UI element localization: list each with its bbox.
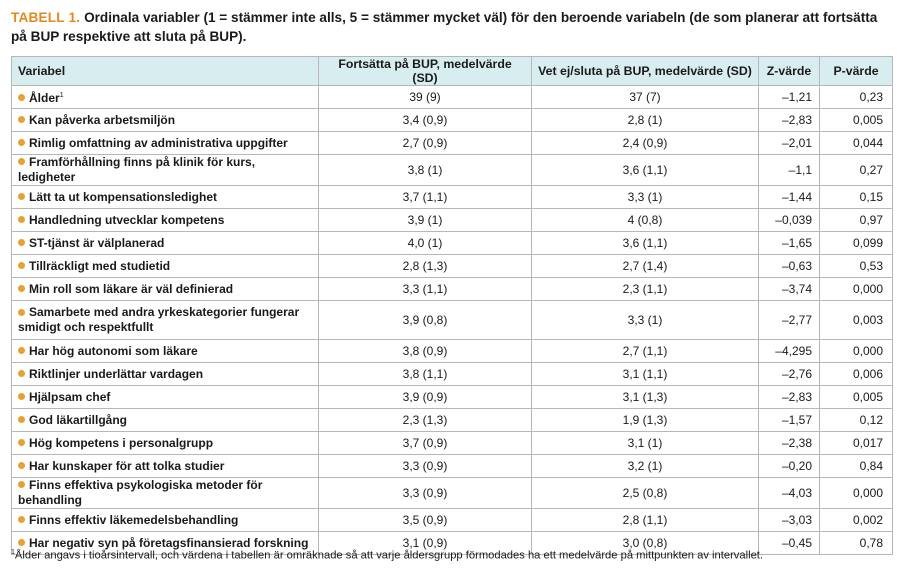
table-caption bbox=[11, 8, 891, 46]
cell-sluta: 2,5 (0,8) bbox=[532, 478, 759, 509]
footnote-text: Ålder angavs i tioårsintervall, och värdena i tabellen är omräknade så att varje åldersgrupp förmodades ha ett medelvärde på mittpunkten av intervallet. bbox=[14, 549, 764, 562]
cell-variable bbox=[12, 132, 319, 155]
caption-text: Ordinala variabler (1 = stämmer inte alls, 5 = stämmer mycket väl) för den beroende variabeln (de som planerar att fortsätta på BUP respektive att sluta på BUP). bbox=[11, 10, 878, 44]
cell-p-value: 0,005 bbox=[820, 386, 893, 409]
cell-p-value: 0,000 bbox=[820, 340, 893, 363]
cell-z-value: –2,83 bbox=[759, 386, 820, 409]
bullet-dot-icon bbox=[18, 158, 25, 165]
cell-fortsatta: 3,9 (0,9) bbox=[319, 386, 532, 409]
cell-variable bbox=[12, 340, 319, 363]
cell-p-value: 0,97 bbox=[820, 209, 893, 232]
variable-label: Tillräckligt med studietid bbox=[29, 258, 171, 273]
cell-fortsatta: 2,3 (1,3) bbox=[319, 409, 532, 432]
cell-fortsatta: 4,0 (1) bbox=[319, 232, 532, 255]
cell-fortsatta: 2,7 (0,9) bbox=[319, 132, 532, 155]
cell-sluta: 2,8 (1,1) bbox=[532, 509, 759, 532]
cell-z-value: –1,57 bbox=[759, 409, 820, 432]
cell-z-value: –3,03 bbox=[759, 509, 820, 532]
table-row bbox=[12, 478, 893, 509]
variable-label: ST-tjänst är välplanerad bbox=[29, 235, 165, 250]
cell-sluta: 3,1 (1) bbox=[532, 432, 759, 455]
cell-sluta: 1,9 (1,3) bbox=[532, 409, 759, 432]
variable-label: Kan påverka arbetsmiljön bbox=[29, 112, 176, 127]
cell-z-value: –2,83 bbox=[759, 109, 820, 132]
cell-z-value: –2,77 bbox=[759, 301, 820, 340]
table-row bbox=[12, 386, 893, 409]
variable-label: Riktlinjer underlättar vardagen bbox=[29, 366, 204, 381]
table-row bbox=[12, 232, 893, 255]
table-row bbox=[12, 255, 893, 278]
variable-label: Har negativ syn på företagsfinansierad forskning bbox=[29, 535, 309, 550]
variable-label: Min roll som läkare är väl definierad bbox=[29, 281, 234, 296]
cell-sluta: 2,7 (1,4) bbox=[532, 255, 759, 278]
variable-label: Hjälpsam chef bbox=[29, 389, 111, 404]
bullet-dot-icon bbox=[18, 439, 25, 446]
cell-variable bbox=[12, 409, 319, 432]
header-fortsatta: Fortsätta på BUP, medelvärde (SD) bbox=[319, 57, 532, 86]
cell-sluta: 2,8 (1) bbox=[532, 109, 759, 132]
cell-z-value: –1,21 bbox=[759, 86, 820, 109]
cell-variable bbox=[12, 278, 319, 301]
cell-variable bbox=[12, 186, 319, 209]
cell-z-value: –2,01 bbox=[759, 132, 820, 155]
bullet-dot-icon bbox=[18, 309, 25, 316]
cell-variable bbox=[12, 209, 319, 232]
cell-fortsatta: 3,8 (1) bbox=[319, 155, 532, 186]
bullet-dot-icon bbox=[18, 193, 25, 200]
cell-variable bbox=[12, 363, 319, 386]
cell-variable bbox=[12, 86, 319, 109]
cell-variable bbox=[12, 301, 319, 340]
cell-z-value: –1,1 bbox=[759, 155, 820, 186]
cell-fortsatta: 3,9 (0,8) bbox=[319, 301, 532, 340]
cell-fortsatta: 3,5 (0,9) bbox=[319, 509, 532, 532]
table-row bbox=[12, 186, 893, 209]
cell-fortsatta: 3,3 (0,9) bbox=[319, 455, 532, 478]
variable-label: Handledning utvecklar kompetens bbox=[29, 212, 225, 227]
cell-variable bbox=[12, 109, 319, 132]
cell-fortsatta: 2,8 (1,3) bbox=[319, 255, 532, 278]
cell-variable bbox=[12, 478, 319, 509]
cell-fortsatta: 3,7 (1,1) bbox=[319, 186, 532, 209]
bullet-dot-icon bbox=[18, 285, 25, 292]
cell-fortsatta: 3,3 (1,1) bbox=[319, 278, 532, 301]
variable-label: God läkartillgång bbox=[29, 412, 128, 427]
table-row bbox=[12, 278, 893, 301]
cell-sluta: 2,4 (0,9) bbox=[532, 132, 759, 155]
table-row bbox=[12, 301, 893, 340]
variable-label: Har hög autonomi som läkare bbox=[29, 343, 198, 358]
cell-p-value: 0,017 bbox=[820, 432, 893, 455]
cell-z-value: –2,38 bbox=[759, 432, 820, 455]
variable-label: Hög kompetens i personalgrupp bbox=[29, 435, 214, 450]
bullet-dot-icon bbox=[18, 139, 25, 146]
cell-p-value: 0,000 bbox=[820, 478, 893, 509]
cell-variable bbox=[12, 386, 319, 409]
bullet-dot-icon bbox=[18, 393, 25, 400]
cell-z-value: –4,295 bbox=[759, 340, 820, 363]
cell-variable bbox=[12, 155, 319, 186]
cell-variable bbox=[12, 232, 319, 255]
bullet-dot-icon bbox=[18, 94, 25, 101]
cell-sluta: 3,0 (0,8) bbox=[532, 532, 759, 555]
cell-sluta: 3,3 (1) bbox=[532, 186, 759, 209]
bullet-dot-icon bbox=[18, 481, 25, 488]
variable-label: Finns effektiv läkemedelsbehandling bbox=[29, 512, 239, 527]
cell-sluta: 3,6 (1,1) bbox=[532, 232, 759, 255]
variable-label: Framförhållning finns på klinik för kurs, ledigheter bbox=[18, 155, 256, 184]
cell-p-value: 0,23 bbox=[820, 86, 893, 109]
cell-z-value: –1,65 bbox=[759, 232, 820, 255]
cell-p-value: 0,84 bbox=[820, 455, 893, 478]
bullet-dot-icon bbox=[18, 239, 25, 246]
cell-variable bbox=[12, 432, 319, 455]
cell-fortsatta: 3,8 (1,1) bbox=[319, 363, 532, 386]
cell-variable bbox=[12, 509, 319, 532]
bullet-dot-icon bbox=[18, 416, 25, 423]
cell-sluta: 3,2 (1) bbox=[532, 455, 759, 478]
cell-p-value: 0,044 bbox=[820, 132, 893, 155]
table-row bbox=[12, 363, 893, 386]
cell-z-value: –3,74 bbox=[759, 278, 820, 301]
cell-p-value: 0,78 bbox=[820, 532, 893, 555]
cell-p-value: 0,005 bbox=[820, 109, 893, 132]
cell-sluta: 3,1 (1,3) bbox=[532, 386, 759, 409]
variable-label: Rimlig omfattning av administrativa uppgifter bbox=[29, 135, 288, 150]
bullet-dot-icon bbox=[18, 262, 25, 269]
table-row bbox=[12, 86, 893, 109]
table-row bbox=[12, 340, 893, 363]
caption-label: TABELL 1. bbox=[11, 10, 81, 25]
table-header-row bbox=[12, 57, 893, 86]
variable-label: Har kunskaper för att tolka studier bbox=[29, 458, 225, 473]
cell-p-value: 0,53 bbox=[820, 255, 893, 278]
bullet-dot-icon bbox=[18, 370, 25, 377]
footnote bbox=[11, 549, 763, 562]
table-row bbox=[12, 209, 893, 232]
cell-p-value: 0,099 bbox=[820, 232, 893, 255]
cell-sluta: 3,3 (1) bbox=[532, 301, 759, 340]
bullet-dot-icon bbox=[18, 216, 25, 223]
cell-z-value: –0,20 bbox=[759, 455, 820, 478]
table-row bbox=[12, 432, 893, 455]
cell-p-value: 0,006 bbox=[820, 363, 893, 386]
footnote-ref: 1 bbox=[59, 92, 64, 99]
variable-label: Samarbete med andra yrkeskategorier fungerar smidigt och respektfullt bbox=[18, 305, 300, 334]
table-row bbox=[12, 455, 893, 478]
cell-p-value: 0,27 bbox=[820, 155, 893, 186]
bullet-dot-icon bbox=[18, 462, 25, 469]
cell-z-value: –0,039 bbox=[759, 209, 820, 232]
table-row bbox=[12, 155, 893, 186]
cell-sluta: 4 (0,8) bbox=[532, 209, 759, 232]
cell-p-value: 0,12 bbox=[820, 409, 893, 432]
variable-label: Lätt ta ut kompensationsledighet bbox=[29, 189, 218, 204]
cell-z-value: –0,45 bbox=[759, 532, 820, 555]
variable-label: Ålder bbox=[29, 91, 60, 105]
bullet-dot-icon bbox=[18, 347, 25, 354]
data-table bbox=[11, 56, 893, 555]
bullet-dot-icon bbox=[18, 116, 25, 123]
cell-fortsatta: 3,1 (0,9) bbox=[319, 532, 532, 555]
cell-fortsatta: 3,3 (0,9) bbox=[319, 478, 532, 509]
bullet-dot-icon bbox=[18, 539, 25, 546]
cell-fortsatta: 3,9 (1) bbox=[319, 209, 532, 232]
table-row bbox=[12, 409, 893, 432]
cell-variable bbox=[12, 255, 319, 278]
cell-p-value: 0,15 bbox=[820, 186, 893, 209]
cell-fortsatta: 3,7 (0,9) bbox=[319, 432, 532, 455]
header-p: P-värde bbox=[820, 57, 893, 86]
footnote-marker: 1 bbox=[11, 549, 15, 556]
table-row bbox=[12, 132, 893, 155]
cell-variable bbox=[12, 455, 319, 478]
cell-sluta: 37 (7) bbox=[532, 86, 759, 109]
table-row bbox=[12, 509, 893, 532]
cell-z-value: –0,63 bbox=[759, 255, 820, 278]
bullet-dot-icon bbox=[18, 516, 25, 523]
cell-sluta: 2,3 (1,1) bbox=[532, 278, 759, 301]
cell-fortsatta: 3,8 (0,9) bbox=[319, 340, 532, 363]
header-variable: Variabel bbox=[12, 57, 319, 86]
cell-fortsatta: 3,4 (0,9) bbox=[319, 109, 532, 132]
variable-label: Finns effektiva psykologiska metoder för behandling bbox=[18, 478, 263, 507]
cell-p-value: 0,003 bbox=[820, 301, 893, 340]
header-sluta: Vet ej/sluta på BUP, medelvärde (SD) bbox=[532, 57, 759, 86]
cell-sluta: 3,1 (1,1) bbox=[532, 363, 759, 386]
cell-p-value: 0,002 bbox=[820, 509, 893, 532]
table-body bbox=[12, 86, 893, 555]
cell-fortsatta: 39 (9) bbox=[319, 86, 532, 109]
cell-z-value: –4,03 bbox=[759, 478, 820, 509]
table-row bbox=[12, 109, 893, 132]
cell-sluta: 2,7 (1,1) bbox=[532, 340, 759, 363]
header-z: Z-värde bbox=[759, 57, 820, 86]
cell-z-value: –2,76 bbox=[759, 363, 820, 386]
cell-sluta: 3,6 (1,1) bbox=[532, 155, 759, 186]
cell-p-value: 0,000 bbox=[820, 278, 893, 301]
cell-z-value: –1,44 bbox=[759, 186, 820, 209]
